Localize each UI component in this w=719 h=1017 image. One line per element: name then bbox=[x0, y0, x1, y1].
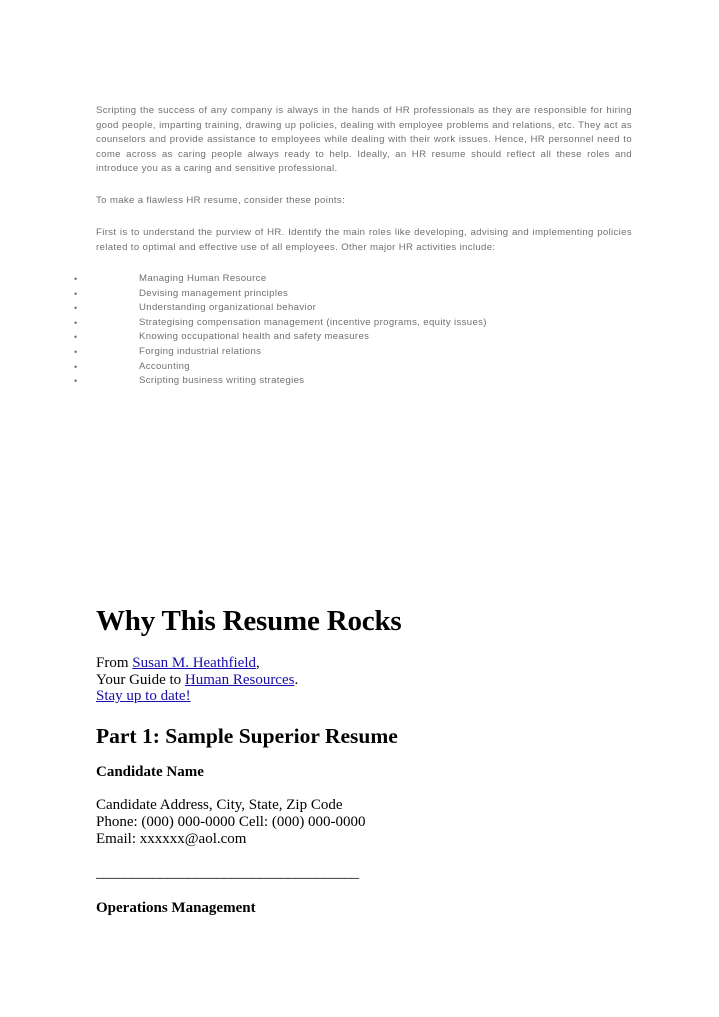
list-item bbox=[0, 287, 719, 302]
list-item-text: Accounting bbox=[139, 360, 190, 372]
list-item bbox=[0, 316, 719, 331]
bullet-icon: • bbox=[74, 332, 78, 343]
bullet-icon: • bbox=[74, 376, 78, 387]
bullet-icon: • bbox=[74, 346, 78, 357]
stay-line bbox=[96, 688, 298, 705]
bullet-icon: • bbox=[74, 361, 78, 372]
list-item-text: Managing Human Resource bbox=[139, 273, 267, 284]
email-line: Email: xxxxxx@aol.com bbox=[96, 830, 247, 847]
from-prefix: From bbox=[96, 655, 133, 671]
from-suffix: , bbox=[256, 655, 260, 671]
article-heading: Why This Resume Rocks bbox=[96, 605, 402, 637]
list-item-text: Strategising compensation management (incentive programs, equity issues) bbox=[139, 316, 487, 328]
list-item bbox=[0, 330, 719, 345]
contact-block bbox=[96, 797, 366, 847]
hr-activities-list bbox=[0, 272, 719, 389]
list-item-text: Devising management principles bbox=[139, 287, 289, 299]
guide-link[interactable]: Human Resources bbox=[184, 671, 295, 688]
address-line: Candidate Address, City, State, Zip Code bbox=[96, 797, 343, 813]
guide-suffix: . bbox=[294, 671, 299, 688]
list-item-text: Scripting business writing strategies bbox=[139, 375, 305, 387]
list-item bbox=[0, 360, 719, 375]
section-heading: Operations Management bbox=[96, 900, 256, 916]
candidate-name: Candidate Name bbox=[96, 764, 204, 780]
byline bbox=[96, 655, 298, 705]
bullet-icon: • bbox=[74, 288, 78, 299]
divider-rule: _____________________________________ bbox=[96, 865, 359, 881]
intro-paragraph-3: First is to understand the purview of HR. Identify the main roles like developing, advising and implementing policies related to optimal and effective use of all employees. Other major HR activities include: bbox=[96, 227, 632, 253]
list-item-text: Understanding organizational behavior bbox=[139, 302, 317, 314]
phone-line: Phone: (000) 000-0000 Cell: (000) 000-0000 bbox=[96, 813, 366, 830]
intro-paragraph-2: To make a flawless HR resume, consider these points: bbox=[96, 195, 346, 206]
list-item-text: Knowing occupational health and safety measures bbox=[139, 331, 370, 343]
list-item bbox=[0, 374, 719, 389]
author-line bbox=[96, 655, 298, 672]
part-heading: Part 1: Sample Superior Resume bbox=[96, 724, 398, 748]
stay-up-to-date-link[interactable]: Stay up to date! bbox=[96, 688, 191, 704]
bullet-icon: • bbox=[74, 303, 78, 314]
list-item bbox=[0, 272, 719, 287]
list-item-text: Forging industrial relations bbox=[139, 345, 262, 357]
bullet-icon: • bbox=[74, 274, 78, 284]
intro-paragraph-1: Scripting the success of any company is always in the hands of HR professionals as they are responsible for hiring good people, imparting training, drawing up policies, dealing with employee problems and relations, etc. They act as counselors and provide assistance to employees while dealing with their work issues. Hence, HR personnel need to come across as caring people always ready to help. Ideally, an HR resume should reflect all these roles and introduce you as a caring and sensitive professional. bbox=[96, 105, 632, 175]
author-link[interactable]: Susan M. Heathfield bbox=[132, 655, 256, 671]
list-item bbox=[0, 301, 719, 316]
bullet-icon: • bbox=[74, 317, 78, 328]
guide-prefix: Your Guide to bbox=[96, 671, 185, 688]
guide-line bbox=[96, 672, 298, 689]
list-item bbox=[0, 345, 719, 360]
